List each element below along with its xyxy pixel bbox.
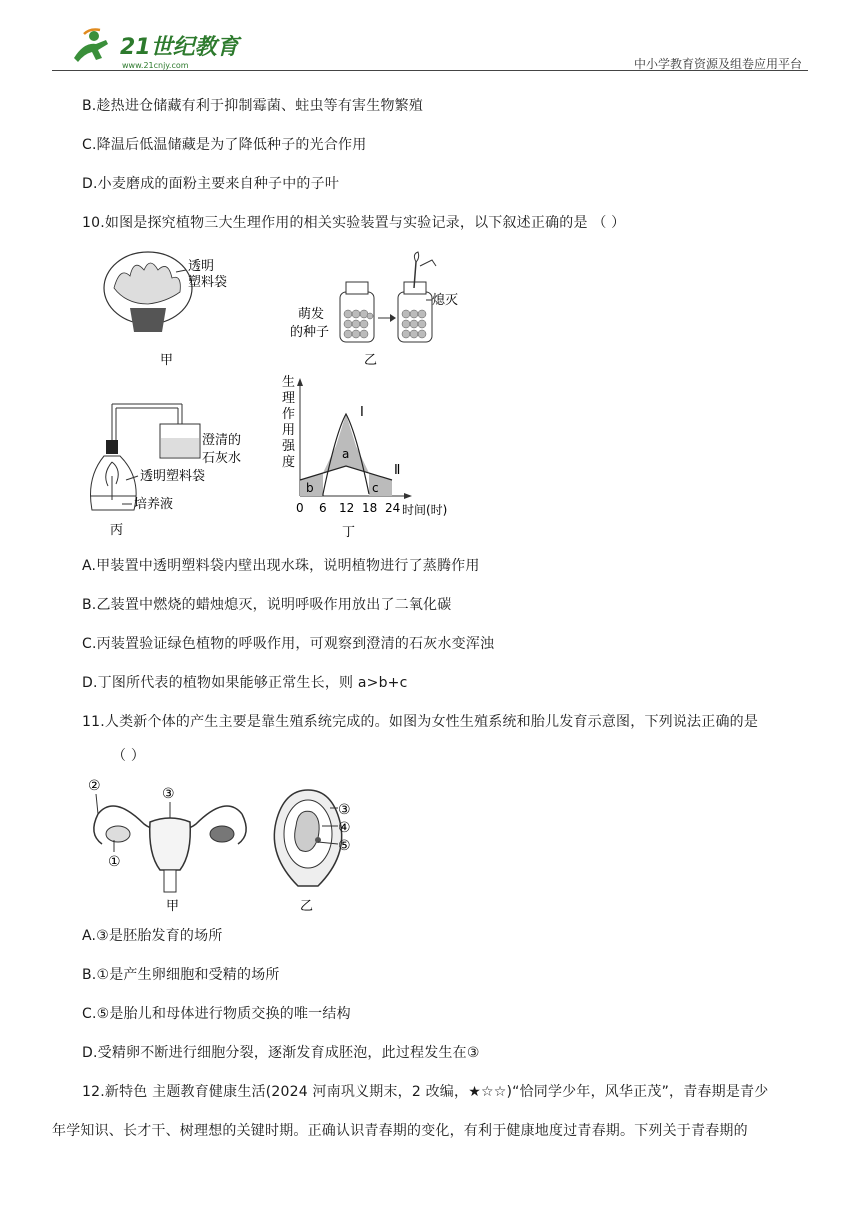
q11-option-b: B.①是产生卵细胞和受精的场所: [82, 967, 280, 983]
bing-label-lime1: 澄清的: [202, 433, 242, 448]
ding-ylabel-char: 强: [282, 439, 296, 454]
curve-label-2: Ⅱ: [394, 463, 401, 478]
q10-option-b: B.乙装置中燃烧的蜡烛熄灭，说明呼吸作用放出了二氧化碳: [82, 597, 452, 613]
q12-line1: 12.新特色 主题教育健康生活(2024 河南巩义期末，2 改编，★☆☆)“恰同学少年，风华正茂”，青春期是青少: [82, 1084, 769, 1100]
q11-stem: 11.人类新个体的产生主要是靠生殖系统完成的。如图为女性生殖系统和胎儿发育示意图，下列说法正确的是: [82, 714, 759, 730]
yi-caption: 乙: [364, 353, 378, 368]
jia-caption-11: 甲: [166, 899, 180, 914]
curve-label-1: I: [360, 405, 364, 420]
q9-option-d: D.小麦磨成的面粉主要来自种子中的子叶: [82, 176, 340, 192]
runner-logo-icon: [74, 30, 108, 63]
figure-fetus-uterus: [268, 786, 378, 914]
q10-stem: 10.如图是探究植物三大生理作用的相关实验装置与实验记录，以下叙述正确的是 （ ）: [82, 215, 626, 231]
label-3b: ③: [338, 802, 351, 818]
ding-ylabel: [282, 374, 296, 470]
q11-option-c: C.⑤是胎儿和母体进行物质交换的唯一结构: [82, 1006, 351, 1022]
x-tick: 0: [296, 501, 304, 515]
figure-bing-lime-water: [86, 400, 266, 540]
bing-label-culture: 培养液: [134, 497, 174, 512]
q10-option-d: D.丁图所代表的植物如果能够正常生长，则 a>b+c: [82, 675, 408, 691]
figure-ding-curve: [278, 372, 478, 544]
area-label-a: a: [342, 447, 350, 461]
bing-label-bag: 透明塑料袋: [140, 469, 206, 484]
x-tick: 24: [385, 501, 401, 515]
figure-yi-seeds: [286, 252, 459, 370]
label-3: ③: [162, 786, 175, 802]
yi-label-seed2: 的种子: [290, 325, 330, 340]
label-2: ②: [88, 778, 101, 794]
label-4: ④: [338, 820, 351, 836]
platform-name: 中小学教育资源及组卷应用平台: [633, 57, 802, 71]
figure-female-reproductive-system: [84, 774, 264, 914]
figure-jia-plant-bag: [100, 248, 250, 370]
logo-url: www.21cnjy.com: [122, 61, 189, 70]
header-divider: [52, 70, 808, 71]
ding-xlabel: 时间(时): [402, 503, 448, 517]
q11-option-d: D.受精卵不断进行细胞分裂，逐渐发育成胚泡，此过程发生在③: [82, 1045, 480, 1061]
jia-label-bag2: 塑料袋: [188, 275, 228, 290]
yi-label-out: 熄灭: [432, 293, 459, 308]
ding-ylabel-char: 作: [282, 407, 296, 422]
ding-ylabel-char: 度: [282, 455, 296, 470]
x-tick: 18: [362, 501, 378, 515]
q12-line2: 年学知识、长才干、树理想的关键时期。正确认识青春期的变化，有利于健康地度过青春期。下列关于青春期的: [52, 1123, 748, 1139]
yi-caption-11: 乙: [300, 899, 314, 914]
ding-ylabel-char: 用: [282, 423, 296, 438]
q9-option-b: B.趁热进仓储藏有利于抑制霉菌、蛀虫等有害生物繁殖: [82, 98, 424, 114]
label-5: ⑤: [338, 838, 351, 854]
bing-label-lime2: 石灰水: [202, 451, 242, 466]
q9-option-c: C.降温后低温储藏是为了降低种子的光合作用: [82, 137, 367, 153]
q11-paren: （ ）: [112, 748, 146, 764]
area-label-c: c: [372, 481, 379, 495]
logo-text: 21世纪教育: [120, 35, 239, 60]
page-header: [52, 28, 808, 72]
area-label-b: b: [306, 481, 314, 495]
ding-caption: 丁: [342, 525, 356, 540]
q10-option-c: C.丙装置验证绿色植物的呼吸作用，可观察到澄清的石灰水变浑浊: [82, 636, 495, 652]
yi-label-seed1: 萌发: [298, 307, 325, 322]
x-tick: 6: [319, 501, 327, 515]
jia-label-bag: 透明: [188, 259, 215, 274]
label-1: ①: [108, 854, 121, 870]
jia-caption: 甲: [160, 353, 174, 368]
bing-caption: 丙: [110, 523, 124, 538]
ding-ylabel-char: 理: [282, 391, 296, 406]
site-logo: [62, 28, 262, 72]
q10-option-a: A.甲装置中透明塑料袋内壁出现水珠，说明植物进行了蒸腾作用: [82, 558, 480, 574]
ding-ylabel-char: 生: [282, 375, 296, 390]
x-tick: 12: [339, 501, 355, 515]
q11-option-a: A.③是胚胎发育的场所: [82, 928, 223, 944]
